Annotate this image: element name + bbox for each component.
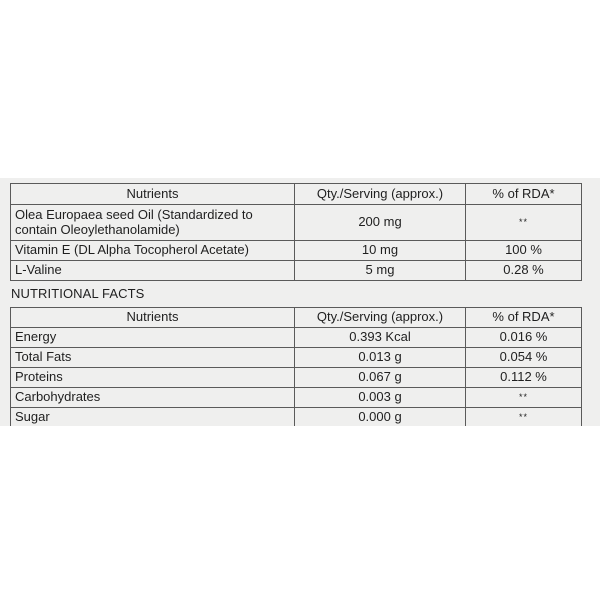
nutrient-qty: 0.000 g [295,408,466,427]
nutrient-name: Energy [11,328,295,348]
nutrient-name: Vitamin E (DL Alpha Tocopherol Acetate) [11,241,295,261]
nutrient-rda: ** [466,408,582,427]
table-row [11,388,582,408]
nutritional-facts-title: NUTRITIONAL FACTS [11,286,145,301]
nutrient-name: Total Fats [11,348,295,368]
table-header-row [11,184,582,205]
nutrition-label-panel [0,178,600,426]
nutrient-rda: 0.112 % [466,368,582,388]
nutrient-name: Proteins [11,368,295,388]
table-row [11,328,582,348]
header-nutrients: Nutrients [11,308,295,328]
table-row [11,348,582,368]
header-rda: % of RDA* [466,184,582,205]
nutrient-name: Olea Europaea seed Oil (Standardized to contain Oleoylethanolamide) [11,205,295,241]
table-row [11,368,582,388]
nutrient-rda: ** [466,205,582,241]
nutrient-qty: 0.067 g [295,368,466,388]
composition-table [10,183,582,281]
nutrient-rda: 100 % [466,241,582,261]
nutrient-rda: 0.016 % [466,328,582,348]
nutrient-qty: 5 mg [295,261,466,281]
header-qty-serving: Qty./Serving (approx.) [295,184,466,205]
table-row [11,205,582,241]
table-row [11,241,582,261]
header-nutrients: Nutrients [11,184,295,205]
header-qty-serving: Qty./Serving (approx.) [295,308,466,328]
table-header-row [11,308,582,328]
nutrient-qty: 0.393 Kcal [295,328,466,348]
nutrient-name: Carbohydrates [11,388,295,408]
nutrient-qty: 0.013 g [295,348,466,368]
nutrient-rda: 0.054 % [466,348,582,368]
nutrient-rda: ** [466,388,582,408]
nutrient-name: L-Valine [11,261,295,281]
header-rda: % of RDA* [466,308,582,328]
nutrient-rda: 0.28 % [466,261,582,281]
nutrient-qty: 0.003 g [295,388,466,408]
table-row [11,261,582,281]
nutrient-qty: 200 mg [295,205,466,241]
table-row [11,408,582,427]
nutrient-qty: 10 mg [295,241,466,261]
nutritional-facts-table [10,307,582,426]
nutrient-name: Sugar [11,408,295,427]
